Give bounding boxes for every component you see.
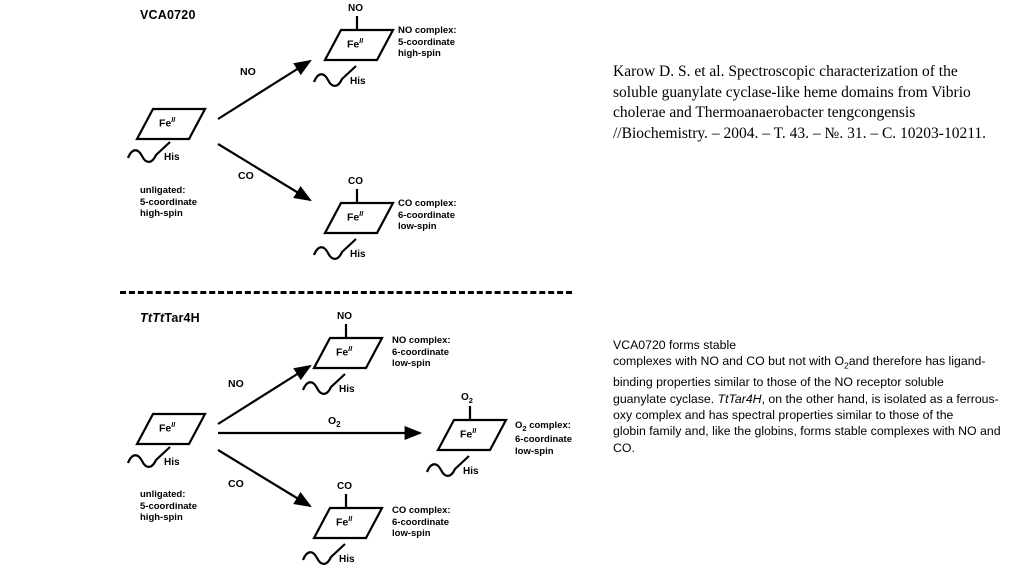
his-label-o2-2: His xyxy=(463,466,479,477)
caption-co-2: CO complex: 6-coordinate low-spin xyxy=(392,505,451,539)
his-label-no-2: His xyxy=(339,384,355,395)
caption-center-2: unligated: 5-coordinate high-spin xyxy=(140,489,198,523)
heme-plate-no-1 xyxy=(325,28,387,62)
panel-title-vca0720: VCA0720 xyxy=(140,8,196,22)
axial-label-no-1: NO xyxy=(348,3,363,14)
axial-label-no-2: NO xyxy=(337,311,352,322)
heme-plate-o2-2 xyxy=(438,418,500,452)
ligand-label-o2-2: $O_2$ xyxy=(328,415,341,430)
arrow-o2-2 xyxy=(214,425,430,445)
desc-line-6: globin family and, like the globins, forms stable complexes with NO and CO. xyxy=(613,424,1001,455)
desc-line-3: and therefore has ligand-binding properties similar to those of the NO receptor soluble xyxy=(613,354,986,390)
panel-title-tttar4h-text: TtTar4H xyxy=(152,311,200,325)
description-text: VCA0720 forms stable complexes with NO and CO but not with $O_2and$ therefore has ligand-binding properties similar to those of the NO receptor soluble guanylate cyclase. TtTar4H, on the other hand, is isolated as a ferrous-oxy complex and has spectral properties similar to those of the globin family and, like the globins, forms stable complexes with NO and CO. xyxy=(613,338,1001,455)
desc-line-1: VCA0720 forms stable xyxy=(613,338,737,352)
desc-line-2: complexes with NO and CO but not with O xyxy=(613,354,845,369)
panel-title-tttar4h: TtTtTar4H xyxy=(140,311,200,325)
fe-label-co-2: $Fe^{II}$ xyxy=(336,516,353,529)
ligand-label-no-2: NO xyxy=(228,378,244,390)
arrow-co-1 xyxy=(214,140,324,210)
reference-citation: Karow D. S. et al. Spectroscopic characterization of the soluble guanylate cyclase-like heme domains from Vibrio cholerae and Thermoanaerobacter tengcongensis //Biochemistry. – 2004. – T. 43. – №. 31. – C. 10203-10211. xyxy=(613,63,986,142)
caption-center-1: unligated: 5-coordinate high-spin xyxy=(140,185,198,219)
caption-no-1: NO complex: 5-coordinate high-spin xyxy=(398,25,457,59)
fe-label-center-1: $Fe^{II}$ xyxy=(159,117,176,130)
desc-line-5: , on the other hand, is isolated as a ferrous-oxy complex and has spectral properties similar to those of the xyxy=(613,391,999,423)
desc-line-4: guanylate cyclase. xyxy=(613,391,718,406)
heme-plate-no-2 xyxy=(314,336,376,370)
fe-label-center-2: $Fe^{II}$ xyxy=(159,422,176,435)
heme-plate-center-1 xyxy=(137,107,199,141)
heme-plate-center-2 xyxy=(137,412,199,446)
arrow-no-1 xyxy=(214,55,324,125)
his-label-center-2: His xyxy=(164,457,180,468)
ligand-label-co-1: CO xyxy=(238,170,254,182)
fe-label-co-1: $Fe^{II}$ xyxy=(347,211,364,224)
caption-o2-2-line1: $O_2$ complex: xyxy=(515,420,571,433)
heme-plate-co-1 xyxy=(325,201,387,235)
axial-label-co-1: CO xyxy=(348,176,363,187)
fe-label-no-2: $Fe^{II}$ xyxy=(336,346,353,359)
his-label-co-2: His xyxy=(339,554,355,565)
caption-o2-2: $O_2$ complex: 6-coordinate low-spin xyxy=(515,420,573,457)
axial-label-co-2: CO xyxy=(337,481,352,492)
section-divider xyxy=(120,291,572,294)
his-label-center-1: His xyxy=(164,152,180,163)
his-label-co-1: His xyxy=(350,249,366,260)
ligand-label-co-2: CO xyxy=(228,478,244,490)
caption-no-2: NO complex: 6-coordinate low-spin xyxy=(392,335,451,369)
desc-italic-tttar4h: TtTar4H xyxy=(717,391,762,406)
caption-co-1: CO complex: 6-coordinate low-spin xyxy=(398,198,457,232)
fe-label-no-1: $Fe^{II}$ xyxy=(347,38,364,51)
his-label-no-1: His xyxy=(350,76,366,87)
heme-plate-co-2 xyxy=(314,506,376,540)
axial-label-o2-2: $O_2$ xyxy=(461,392,473,405)
fe-label-o2-2: $Fe^{II}$ xyxy=(460,428,477,441)
ligand-label-no-1: NO xyxy=(240,66,256,78)
